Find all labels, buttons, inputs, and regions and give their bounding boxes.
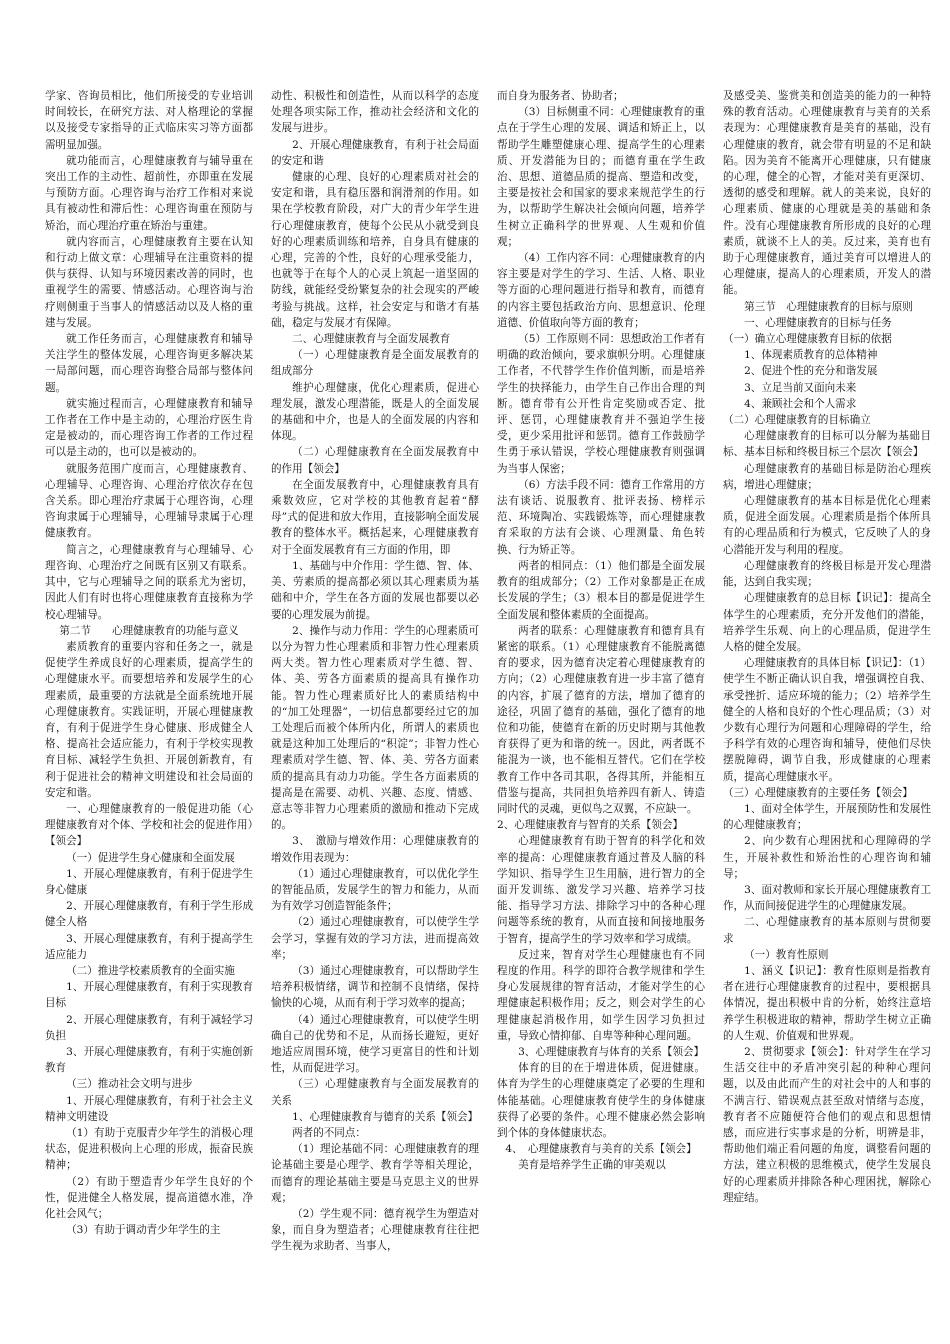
paragraph: （4）工作内容不同：心理健康教育的内容主要是对学生的学习、生活、人格、职业等方面的心理问题进行指导和教育，而德育的内容主要包括政治方向、思想意识、伦理道德、价值取向等方面的教育； bbox=[497, 252, 705, 329]
paragraph: 及感受美、鉴赏美和创造美的能力的一种特殊的教育活动。心理健康教育与美育的关系表现为：心理健康教育是美育的基础，没有心理健康的教育，就会带有明显的不足和缺陷。因为美育不能离开心理健康，只有健康的心理，健全的心智，才能对美有更深切、透彻的感受和理解。就人的美来说，良好的心理素质、健康的心理就是美的基础和条件。没有心理健康教育所形成的良好的心理素质，就谈不上人的美。反过来，美育也有助于心理健康教育，通过美育可以增进人的心理健康，提高人的心理素质，开发人的潜能。 bbox=[723, 90, 931, 297]
paragraph: 体育的目的在于增进体质，促进健康。体育为学生的心理健康奠定了必要的生理和体能基础。心理健康教育使学生的身体健康获得了必要的条件。心理不健康必然会影响到个体的身体健康状态。 bbox=[497, 1062, 705, 1139]
paragraph: 1、基础与中介作用：学生德、智、体、美、劳素质的提高都必须以其心理素质为基础和中介，学生在各方面的发展也都要以必要的心理发展为前提。 bbox=[271, 559, 479, 621]
paragraph: （三）心理健康教育与全面发展教育的关系 bbox=[271, 1078, 479, 1107]
paragraph: 心理健康教育的基础目标是防治心理疾病，增进心理健康； bbox=[723, 462, 931, 491]
paragraph: 就内容而言，心理健康教育主要在认知和行动上做文章：心理辅导在注重资料的提供与获得、认知与环境因素改善的同时，也重视学生的需要、情感活动。心理咨询与治疗则侧重于当事人的情感活动以及人格的重建与发展。 bbox=[45, 235, 253, 329]
paragraph: （三）推动社会文明与进步 bbox=[66, 1078, 193, 1091]
paragraph: （三）心理健康教育的主要任务【领会】 bbox=[723, 786, 913, 799]
paragraph: 2、操作与动力作用：学生的心理素质可以分为智力性心理素质和非智力性心理素质 两大类。智力性心理素质对学生德、智、体、美、劳各方面素质的提高具有操作功能。智力性心理素质好比人的素质结构中的“加工处理器”，一切信息都要经过它的加工处理后而被个体所内化，所谓人的素质也就是这种加工处理后的“积淀”；非智力性心理素质对学生德、智、体、美、劳各方面素质的提高具有动力功能。学生各方面素质的提高是在需要、动机、兴趣、态度、情感、意志等非智力心理素质的激励和推动下完成的。 bbox=[271, 624, 501, 832]
paragraph: （1）理论基础不同：心理健康教育的理论基础主要是心理学、教育学等相关理论，而德育的理论基础主要是马克思主义的世界观； bbox=[271, 1143, 479, 1204]
paragraph: 3、面对教师和家长开展心理健康教育工作，从而间接促进学生的心理健康发展。 bbox=[723, 883, 931, 913]
paragraph: 心理健康教育的基本目标是优化心理素质，促进全面发展。心理素质是指个体所具有的心理品质和行为模式，它反映了人的身心潜能开发与利用的程度。 bbox=[723, 495, 931, 556]
paragraph: 学家、咨询员相比，他们所接受的专业培训时间较长，在研究方法、对人格理论的掌握以及接受专家指导的正式临床实习等方面都需明显加强。 bbox=[45, 90, 253, 151]
paragraph: （6）方法手段不同：德育工作常用的方法有谈话、说服教育、批评表扬、榜样示范、环境陶冶、实践锻炼等，而心理健康教育采取的方法有会谈、心理测量、角色转换、行为矫正等。 bbox=[497, 478, 705, 556]
paragraph: 就工作任务而言，心理健康教育和辅导关注学生的整体发展，心理咨询更多解决某一局部问题，而心理咨询整合局部与整体问题。 bbox=[45, 333, 253, 394]
paragraph: 第二节 心理健康教育的功能与意义 bbox=[59, 624, 239, 637]
paragraph: 简言之，心理健康教育与心理辅导、心理咨询、心理治疗之间既有区别又有联系。其中，它与心理辅导之间的联系尤为密切，因此人们有时也将心理健康教育直接称为学校心理辅导。 bbox=[45, 543, 253, 621]
paragraph: 3、开展心理健康教育，有利于实施创新教育 bbox=[45, 1045, 253, 1075]
paragraph: （4）通过心理健康教育，可以使学生明确自己的优势和不足，从而扬长避短，更好地适应周围环境，使学习更富目的性和计划性，从而促进学习。 bbox=[271, 1013, 479, 1075]
paragraph: 2、向少数有心理困扰和心理障碍的学生，开展补救性和矫治性的心理咨询和辅导； bbox=[723, 835, 931, 880]
paragraph: （一）心理健康教育是全面发展教育的组成部分 bbox=[271, 349, 479, 378]
paragraph: 2、心理健康教育与智育的关系【领会】 bbox=[497, 819, 684, 832]
column-2 bbox=[271, 88, 501, 1334]
paragraph: 第三节 心理健康教育的目标与原则 bbox=[744, 300, 913, 313]
paragraph: 心理健康教育的总目标【识记】：提高全体学生的心理素质，充分开发他们的潜能，培养学生乐观、向上的心理品质，促进学生人格的健全发展。 bbox=[723, 592, 931, 653]
paragraph: （2）有助于塑造青少年学生良好的个性，促进健全人格发展，提高道德水准，净化社会风气； bbox=[45, 1175, 253, 1221]
paragraph: 维护心理健康，优化心理素质，促进心理发展，激发心理潜能，既是人的全面发展的基础和中介，也是人的全面发展的内容和体现。 bbox=[271, 381, 479, 443]
paragraph: 2、促进个性的充分和谐发展 bbox=[744, 365, 878, 378]
paragraph: 2、开展心理健康教育，有利于社会局面的安定和谐 bbox=[271, 138, 479, 167]
paragraph: 心理健康教育的终极目标是开发心理潜能，达到自我实现； bbox=[723, 559, 931, 589]
paragraph: 两者的不同点： bbox=[292, 1127, 366, 1139]
paragraph: （1）通过心理健康教育，可以优化学生的智能品质，发展学生的智力和能力，从而为有效学习创造智能条件； bbox=[271, 867, 479, 913]
paragraph: 一、心理健康教育的目标与任务 bbox=[744, 316, 892, 329]
paragraph: 二、心理健康教育的基本原则与贯彻要求 bbox=[723, 916, 931, 945]
paragraph: （3）目标侧重不同：心理健康教育的重点在于学生心理的发展、调适和矫正上，以帮助学生雕塑健康心理、提高学生的心理素质、开发潜能为目的；而德育重在学生政治、思想、道德品质的提高、塑造和改变，主要是按社会和国家的要求来规范学生的行为，以帮助学生解决社会倾向问题，培养学生树立正确科学的世界观、人生观和价值观； bbox=[497, 106, 705, 248]
paragraph: （3）通过心理健康教育，可以帮助学生培养积极情绪，调节和控制不良情绪，保持愉快的心境，从而有利于学习效率的提高； bbox=[271, 964, 479, 1010]
paragraph: 两者的联系：心理健康教育和德育具有紧密的联系。（1）心理健康教育不能脱离德育的要求，因为德育决定着心理健康教育的方向；（2）心理健康教育进一步丰富了德育的内容，扩展了德育的方法，增加了德育的途径，巩固了德育的基础，强化了德育的地位和功能，使德育在新的历史时期与其他教育获得了更为和谐的统一。因此，两者既不能混为一谈，也不能相互替代。它们在学校教育工作中各司其职，各得其所，并能相互借鉴与提高，共同担负培养四有新人、铸造同时代的灵魂，更似鸟之双翼，不应缺一。 bbox=[497, 624, 705, 815]
paragraph: 3、 激励与增效作用：心理健康教育的增效作用表现为： bbox=[271, 835, 479, 864]
paragraph: （5）工作原则不同：思想政治工作者有明确的政治倾向，要求旗帜分明。心理健康工作者，不代替学生作价值判断，而是培养学生的抉择能力，由学生自己作出合理的判断。德育带有公开性肯定奖励或否定、批评、惩罚，心理健康教育并不强迫学生接受，更少采用批评和惩罚。德育工作鼓励学生勇于承认错误，学校心理健康教育则强调为当事人保密； bbox=[497, 333, 705, 475]
paragraph: （3）有助于调动青少年学生的主 bbox=[66, 1224, 221, 1237]
paragraph: 健康的心理、良好的心理素质对社会的安定和谐，具有稳压器和润滑剂的作用。如果在学校教育阶段，对广大的青少年学生进行心理健康教育，使每个公民从小就受到良好的心理素质训练和培养，自身具有健康的心理，完善的个性，良好的心理承受能力，也就等于在每个人的心灵上筑起一道坚固的防线，就能经受纷繁复杂的社会现实的严峻考验与挑战。这样，社会安定与和谐才有基础，稳定与发展才有保障。 bbox=[271, 171, 479, 329]
paragraph: （一）确立心理健康教育目标的依据 bbox=[723, 333, 892, 346]
paragraph: 而自身为服务者、协助者； bbox=[497, 90, 624, 102]
paragraph: 2、开展心理健康教育，有利于减轻学习负担 bbox=[45, 1013, 253, 1042]
paragraph: 就功能而言，心理健康教育与辅导重在突出工作的主动性、超前性，亦即重在发展与预防方面。心理咨询与治疗工作相对来说具有被动性和滞后性：心理咨询重在预防与矫治，而心理治疗重在矫治与重建。 bbox=[45, 154, 253, 232]
paragraph: 1、开展心理健康教育，有利于社会主义精神文明建设 bbox=[45, 1094, 253, 1123]
paragraph: 2、贯彻要求【领会】：针对学生在学习生活交往中的矛盾冲突引起的种种心理问题，以及由此而产生的对社会中的人和事的不满言行、错误观点甚至敌对情绪与态度，教育者不应随便符合他们的观点和思想情感，而应进行实事求是的分析，明辨是非，帮助他们端正看问题的角度，调整看问题的方法，建立积极的思维模式，使学生发展良好的心理素质并排除各种心理困扰，解除心理症结。 bbox=[723, 1045, 931, 1204]
paragraph: （2）学生观不同：德育视学生为塑造对象，而自身为塑造者；心理健康教育往往把学生视为求助者、当事人， bbox=[271, 1208, 479, 1253]
paragraph: 素质教育的重要内容和任务之一，就是促使学生养成良好的心理素质，提高学生的心理健康水平。而要想培养和发展学生的心理素质，最重要的方法就是全面系统地开展心理健康教育。实践证明，开展心理健康教育，有利于促进学生身心健康、形成健全人格、提高社会适应能力，有利于学校实现教育目标、减轻学生负担、开展创新教育，有利于促进社会的精神文明建设和社会局面的安定和谐。 bbox=[45, 640, 253, 799]
paragraph: 1、涵义【识记】：教育性原则是指教育者在进行心理健康教育的过程中，要根据具体情况，提出积极中肯的分析，始终注意培养学生积极进取的精神，帮助学生树立正确的人生观、价值观和世界观。 bbox=[723, 964, 931, 1042]
paragraph: （二）心理健康教育在全面发展教育中的作用【领会】 bbox=[271, 446, 479, 475]
paragraph: （2）通过心理健康教育，可以使学生学会学习，掌握有效的学习方法，进而提高效率； bbox=[271, 916, 479, 961]
paragraph: 心理健康教育的具体目标【识记】：（1）使学生不断正确认识自我，增强调控自我、承受挫折、适应环境的能力；（2）培养学生健全的人格和良好的个性心理品质；（3）对少数有心理行为问题和心理障碍的学生，给予科学有效的心理咨询和辅导，使他们尽快摆脱障碍，调节自我，形成健康的心理素质，提高心理健康水平。 bbox=[723, 657, 931, 783]
paragraph: 4、兼顾社会和个人需求 bbox=[744, 397, 857, 410]
paragraph: 二、心理健康教育与全面发展教育 bbox=[292, 333, 451, 346]
paragraph: （一）教育性原则 bbox=[744, 948, 829, 961]
paragraph: 就实施过程而言，心理健康教育和辅导工作者在工作中是主动的，心理治疗医生肯定是被动的，而心理咨询工作者的工作过程可以是主动的，也可以是被动的。 bbox=[45, 397, 253, 459]
paragraph: （1）有助于克服青少年学生的消极心理状态，促进积极向上心理的形成，振奋民族精神； bbox=[45, 1127, 253, 1172]
paragraph: 反过来，智育对学生心理健康也有不同程度的作用。科学的即符合教学规律和学生身心发展规律的智育活动，才能对学生的心理健康起积极作用；反之，则会对学生的心理健康起消极作用，如学生因学习负担过重，导致心情抑郁、自卑等种种心理问题。 bbox=[497, 948, 705, 1042]
paragraph: 1、面对全体学生，开展预防性和发展性的心理健康教育； bbox=[723, 802, 931, 832]
paragraph: 4、 心理健康教育与美育的关系【领会】 bbox=[505, 1143, 697, 1156]
paragraph: 3、心理健康教育与体育的关系【领会】 bbox=[518, 1045, 705, 1058]
paragraph: 1、开展心理健康教育，有利于促进学生身心健康 bbox=[45, 867, 253, 896]
paragraph: 一、心理健康教育的一般促进功能（心理健康教育对个体、学校和社会的促进作用）【领会】 bbox=[45, 802, 253, 848]
document-page bbox=[45, 88, 931, 1334]
paragraph: 心理健康教育有助于智育的科学化和效率的提高：心理健康教育通过普及人脑的科学知识、指导学生卫生用脑，进行智力的全面开发训练、激发学习兴趣、培养学习技能、指导学习方法、排除学习中的各种心理问题等系统的教育，从而直接和间接地服务于智育，提高学生的学习效率和学习成绩。 bbox=[497, 835, 705, 945]
paragraph: 1、体现素质教育的总体精神 bbox=[744, 349, 878, 362]
paragraph: （一）促进学生身心健康和全面发展 bbox=[66, 851, 235, 864]
paragraph: 1、心理健康教育与德育的关系【领会】 bbox=[292, 1110, 479, 1123]
column-1 bbox=[45, 88, 253, 1334]
column-4 bbox=[723, 88, 931, 1334]
paragraph: 1、开展心理健康教育，有利于实现教育目标 bbox=[45, 981, 253, 1010]
paragraph: 3、立足当前又面向未来 bbox=[744, 381, 857, 394]
paragraph: （二）心理健康教育的目标确立 bbox=[723, 414, 871, 427]
paragraph: 3、开展心理健康教育，有利于提高学生适应能力 bbox=[45, 932, 253, 961]
paragraph: 就服务范围广度而言，心理健康教育、心理辅导、心理咨询、心理治疗依次存在包含关系。即心理治疗隶属于心理咨询，心理咨询隶属于心理辅导，心理辅导隶属于心理健康教育。 bbox=[45, 462, 253, 540]
paragraph: 美育是培养学生正确的审美观以 bbox=[518, 1159, 666, 1172]
paragraph: 两者的相同点：（1）他们都是全面发展教育的组成部分；（2）工作对象都是正在成长发展的学生；（3）根本目的都是促进学生全面发展和整体素质的全面提高。 bbox=[497, 559, 705, 621]
paragraph: 2、开展心理健康教育，有利于学生形成健全人格 bbox=[45, 900, 253, 929]
column-3 bbox=[497, 88, 705, 1334]
paragraph: （二）推进学校素质教育的全面实施 bbox=[66, 964, 235, 977]
paragraph: 动性、积极性和创造性，从而以科学的态度处理各项实际工作，推动社会经济和文化的发展与进步。 bbox=[271, 90, 479, 135]
paragraph: 心理健康教育的目标可以分解为基础目标、基本目标和终极目标三个层次【领会】 bbox=[723, 430, 931, 459]
paragraph: 在全面发展教育中，心理健康教育具有乘数效应，它对学校的其他教育起着“酵母”式的促进和放大作用，直接影响全面发展教育的整体水平。概括起来，心理健康教育对于全面发展教育有三方面的作用，即 bbox=[271, 478, 479, 556]
